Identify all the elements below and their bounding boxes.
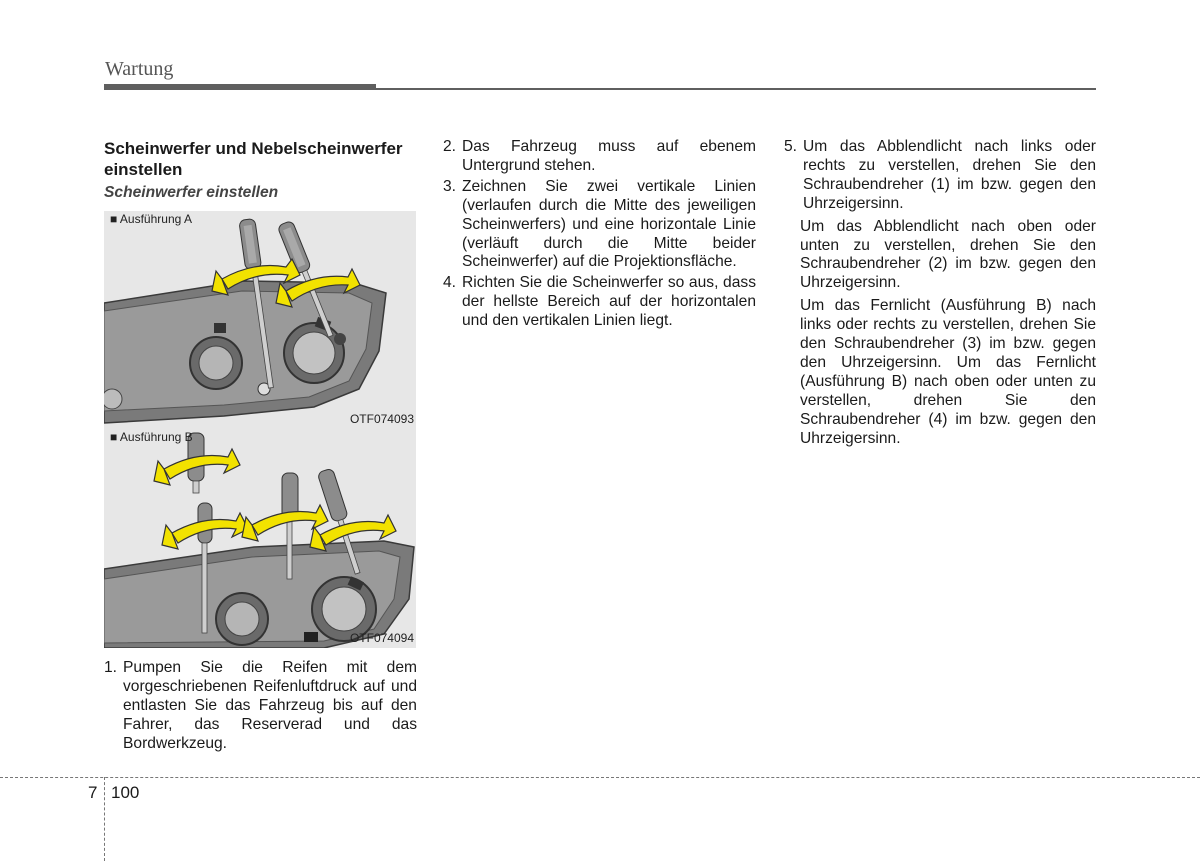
headlamp-illustration-a [104,211,416,429]
figure-b-label: ■ Ausführung B [110,430,193,444]
column-3 [784,138,1096,451]
list-item: 5. Um das Abblendlicht nach links oder rechts zu verstellen, drehen Sie den Schraubendreher (1) im bzw. gegen den Uhrzeigersinn. [784,138,1096,212]
column-1-steps [104,659,417,756]
list-item: 3. Zeichnen Sie zwei vertikale Linien (verlaufen durch die Mitte des jeweiligen Scheinwerfers) und eine horizontale Linie (verläuft durch die Mitte beider Scheinwerfer) auf die Projektionsfläche. [443,177,756,271]
header-bar [104,84,376,90]
list-item: 2. Das Fahrzeug muss auf ebenem Untergrund stehen. [443,138,756,174]
column-2 [443,138,756,333]
headlamp-illustration-b [104,429,416,648]
figure-b-code: OTF074094 [349,631,414,645]
list-item-paragraph: Um das Abblendlicht nach oben oder unten zu verstellen, drehen Sie den Schraubendreher (2) im bzw. gegen den Uhrzeigersinn. [800,217,1096,292]
header-rule [376,88,1096,90]
list-item: 4. Richten Sie die Scheinwerfer so aus, dass der hellste Bereich auf der horizontalen und den vertikalen Linien liegt. [443,274,756,330]
figure-a-code: OTF074093 [349,412,414,426]
section-subtitle: Scheinwerfer einstellen [104,184,279,201]
section-title: Scheinwerfer und Nebelscheinwerfer einstellen [104,139,403,179]
page-header-title: Wartung [105,58,174,80]
column-1 [104,138,417,203]
page-section-number: 7 [88,783,98,802]
list-item-paragraph: Um das Fernlicht (Ausführung B) nach links oder rechts zu verstellen, drehen Sie den Schraubendreher (3) im bzw. gegen den Uhrzeigersinn. Um das Fernlicht (Ausführung B) nach oben oder unten zu verstellen, drehen Sie den Schraubendreher (4) im bzw. gegen den Uhrzeigersinn. [800,297,1096,447]
footer-rule [0,777,1200,778]
footer-divider [104,777,105,861]
list-item: 1. Pumpen Sie die Reifen mit dem vorgeschriebenen Reifenluftdruck auf und entlasten Sie das Fahrzeug bis auf den Fahrer, das Reserverad und das Bordwerkzeug. [104,659,417,752]
figure-variant-a [104,211,416,429]
figure-variant-b [104,429,416,648]
figure-a-label: ■ Ausführung A [110,212,192,226]
page-number: 100 [111,783,140,802]
